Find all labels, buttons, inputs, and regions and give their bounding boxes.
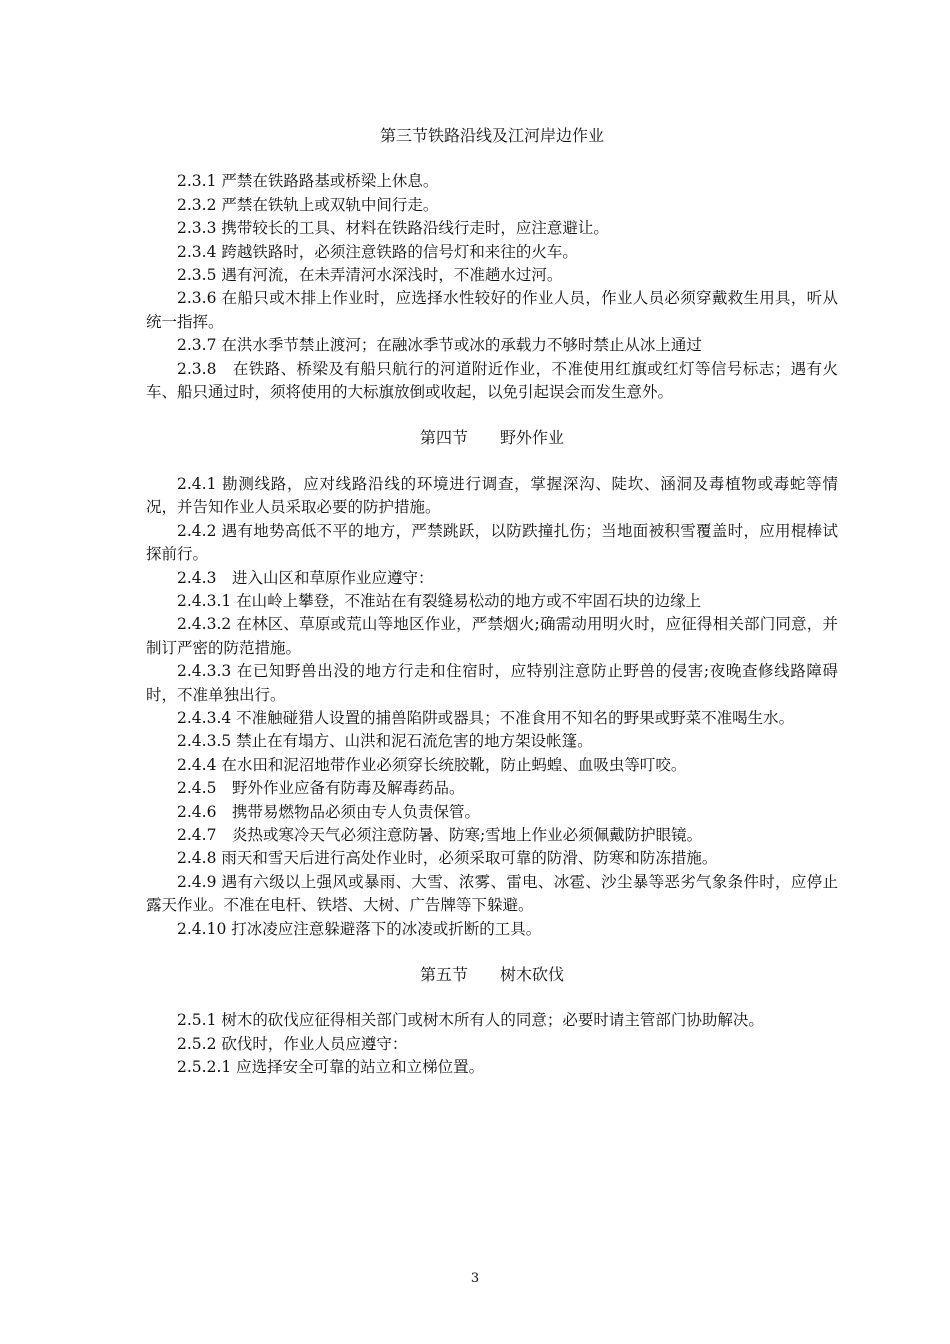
clause-2-4-10: 2.4.10 打冰凌应注意躲避落下的冰凌或折断的工具。 xyxy=(177,919,542,938)
section-title: 第五节 树木砍伐 xyxy=(419,965,564,984)
clause-2-4-1: 2.4.1 勘测线路，应对线路沿线的环境进行调查，掌握深沟、陡坎、涵洞及毒植物或毒蛇等情况，并告知作业人员采取必要的防护措施。 xyxy=(146,474,838,517)
clause-2-3-8: 2.3.8 在铁路、桥梁及有船只航行的河道附近作业，不准使用红旗或红灯等信号标志；遇有火车、船只通过时，须将使用的大标旗放倒或收起，以免引起误会而发生意外。 xyxy=(146,359,838,402)
clause-2-4-4: 2.4.4 在水田和泥沼地带作业必须穿长统胶靴，防止蚂蝗、血吸虫等叮咬。 xyxy=(177,755,687,774)
clause-2-4-3-5: 2.4.3.5 禁止在有塌方、山洪和泥石流危害的地方架设帐篷。 xyxy=(177,732,593,751)
clause-2-3-1: 2.3.1 严禁在铁路路基或桥梁上休息。 xyxy=(177,172,439,191)
clause-2-4-6: 2.4.6 携带易燃物品必须由专人负责保管。 xyxy=(177,802,480,821)
clause-2-4-3: 2.4.3 进入山区和草原作业应遵守： xyxy=(177,568,434,587)
clause-2-4-9: 2.4.9 遇有六级以上强风或暴雨、大雪、浓雾、雷电、冰雹、沙尘暴等恶劣气象条件时，应停止露天作业。不准在电杆、铁塔、大树、广告牌等下躲避。 xyxy=(146,872,838,915)
page-number: 3 xyxy=(470,1271,480,1286)
clause-2-3-5: 2.3.5 遇有河流，在未弄清河水深浅时，不准趟水过河。 xyxy=(177,266,563,285)
clause-2-3-3: 2.3.3 携带较长的工具、材料在铁路沿线行走时，应注意避让。 xyxy=(177,219,609,238)
section-title: 第四节 野外作业 xyxy=(419,428,564,448)
clause-2-3-7: 2.3.7 在洪水季节禁止渡河；在融冰季节或冰的承载力不够时禁止从冰上通过 xyxy=(177,336,702,355)
clause-2-3-6: 2.3.6 在船只或木排上作业时，应选择水性较好的作业人员，作业人员必须穿戴救生用具，听从统一指挥。 xyxy=(146,289,838,331)
clause-2-5-2: 2.5.2 砍伐时，作业人员应遵守： xyxy=(177,1034,408,1053)
clause-2-4-3-3: 2.4.3.3 在已知野兽出没的地方行走和住宿时，应特别注意防止野兽的侵害;夜晚查修线路障碍时，不准单独出行。 xyxy=(146,662,838,704)
clause-2-4-8: 2.4.8 雨天和雪天后进行高处作业时，必须采取可靠的防滑、防寒和防冻措施。 xyxy=(177,849,718,868)
clause-2-4-3-1: 2.4.3.1 在山岭上攀登，不准站在有裂缝易松动的地方或不牢固石块的边缘上 xyxy=(177,591,702,610)
clause-2-4-3-2: 2.4.3.2 在林区、草原或荒山等地区作业，严禁烟火;确需动用明火时，应征得相关部门同意，并制订严密的防范措施。 xyxy=(146,615,838,657)
clause-2-3-4: 2.3.4 跨越铁路时，必须注意铁路的信号灯和来往的火车。 xyxy=(177,242,578,261)
document-page xyxy=(146,124,838,1102)
section-title: 第三节铁路沿线及江河岸边作业 xyxy=(379,126,604,145)
clause-2-5-2-1: 2.5.2.1 应选择安全可靠的站立和立梯位置。 xyxy=(177,1058,485,1077)
clause-2-4-2: 2.4.2 遇有地势高低不平的地方，严禁跳跃，以防跌撞扎伤；当地面被积雪覆盖时，应用棍棒试探前行。 xyxy=(146,521,838,564)
clause-2-3-2: 2.3.2 严禁在铁轨上或双轨中间行走。 xyxy=(177,195,439,214)
section-5 xyxy=(146,963,838,1080)
clause-2-4-5: 2.4.5 野外作业应备有防毒及解毒药品。 xyxy=(177,779,465,798)
clause-2-4-3-4: 2.4.3.4 不准触碰猎人设置的捕兽陷阱或器具；不准食用不知名的野果或野菜不准喝生水。 xyxy=(177,708,795,727)
section-3 xyxy=(146,124,838,404)
section-4 xyxy=(146,426,838,941)
clause-2-5-1: 2.5.1 树木的砍伐应征得相关部门或树木所有人的同意；必要时请主管部门协助解决。 xyxy=(177,1011,764,1030)
clause-2-4-7: 2.4.7 炎热或寒冷天气必须注意防暑、防寒;雪地上作业必须佩戴防护眼镜。 xyxy=(177,825,703,844)
